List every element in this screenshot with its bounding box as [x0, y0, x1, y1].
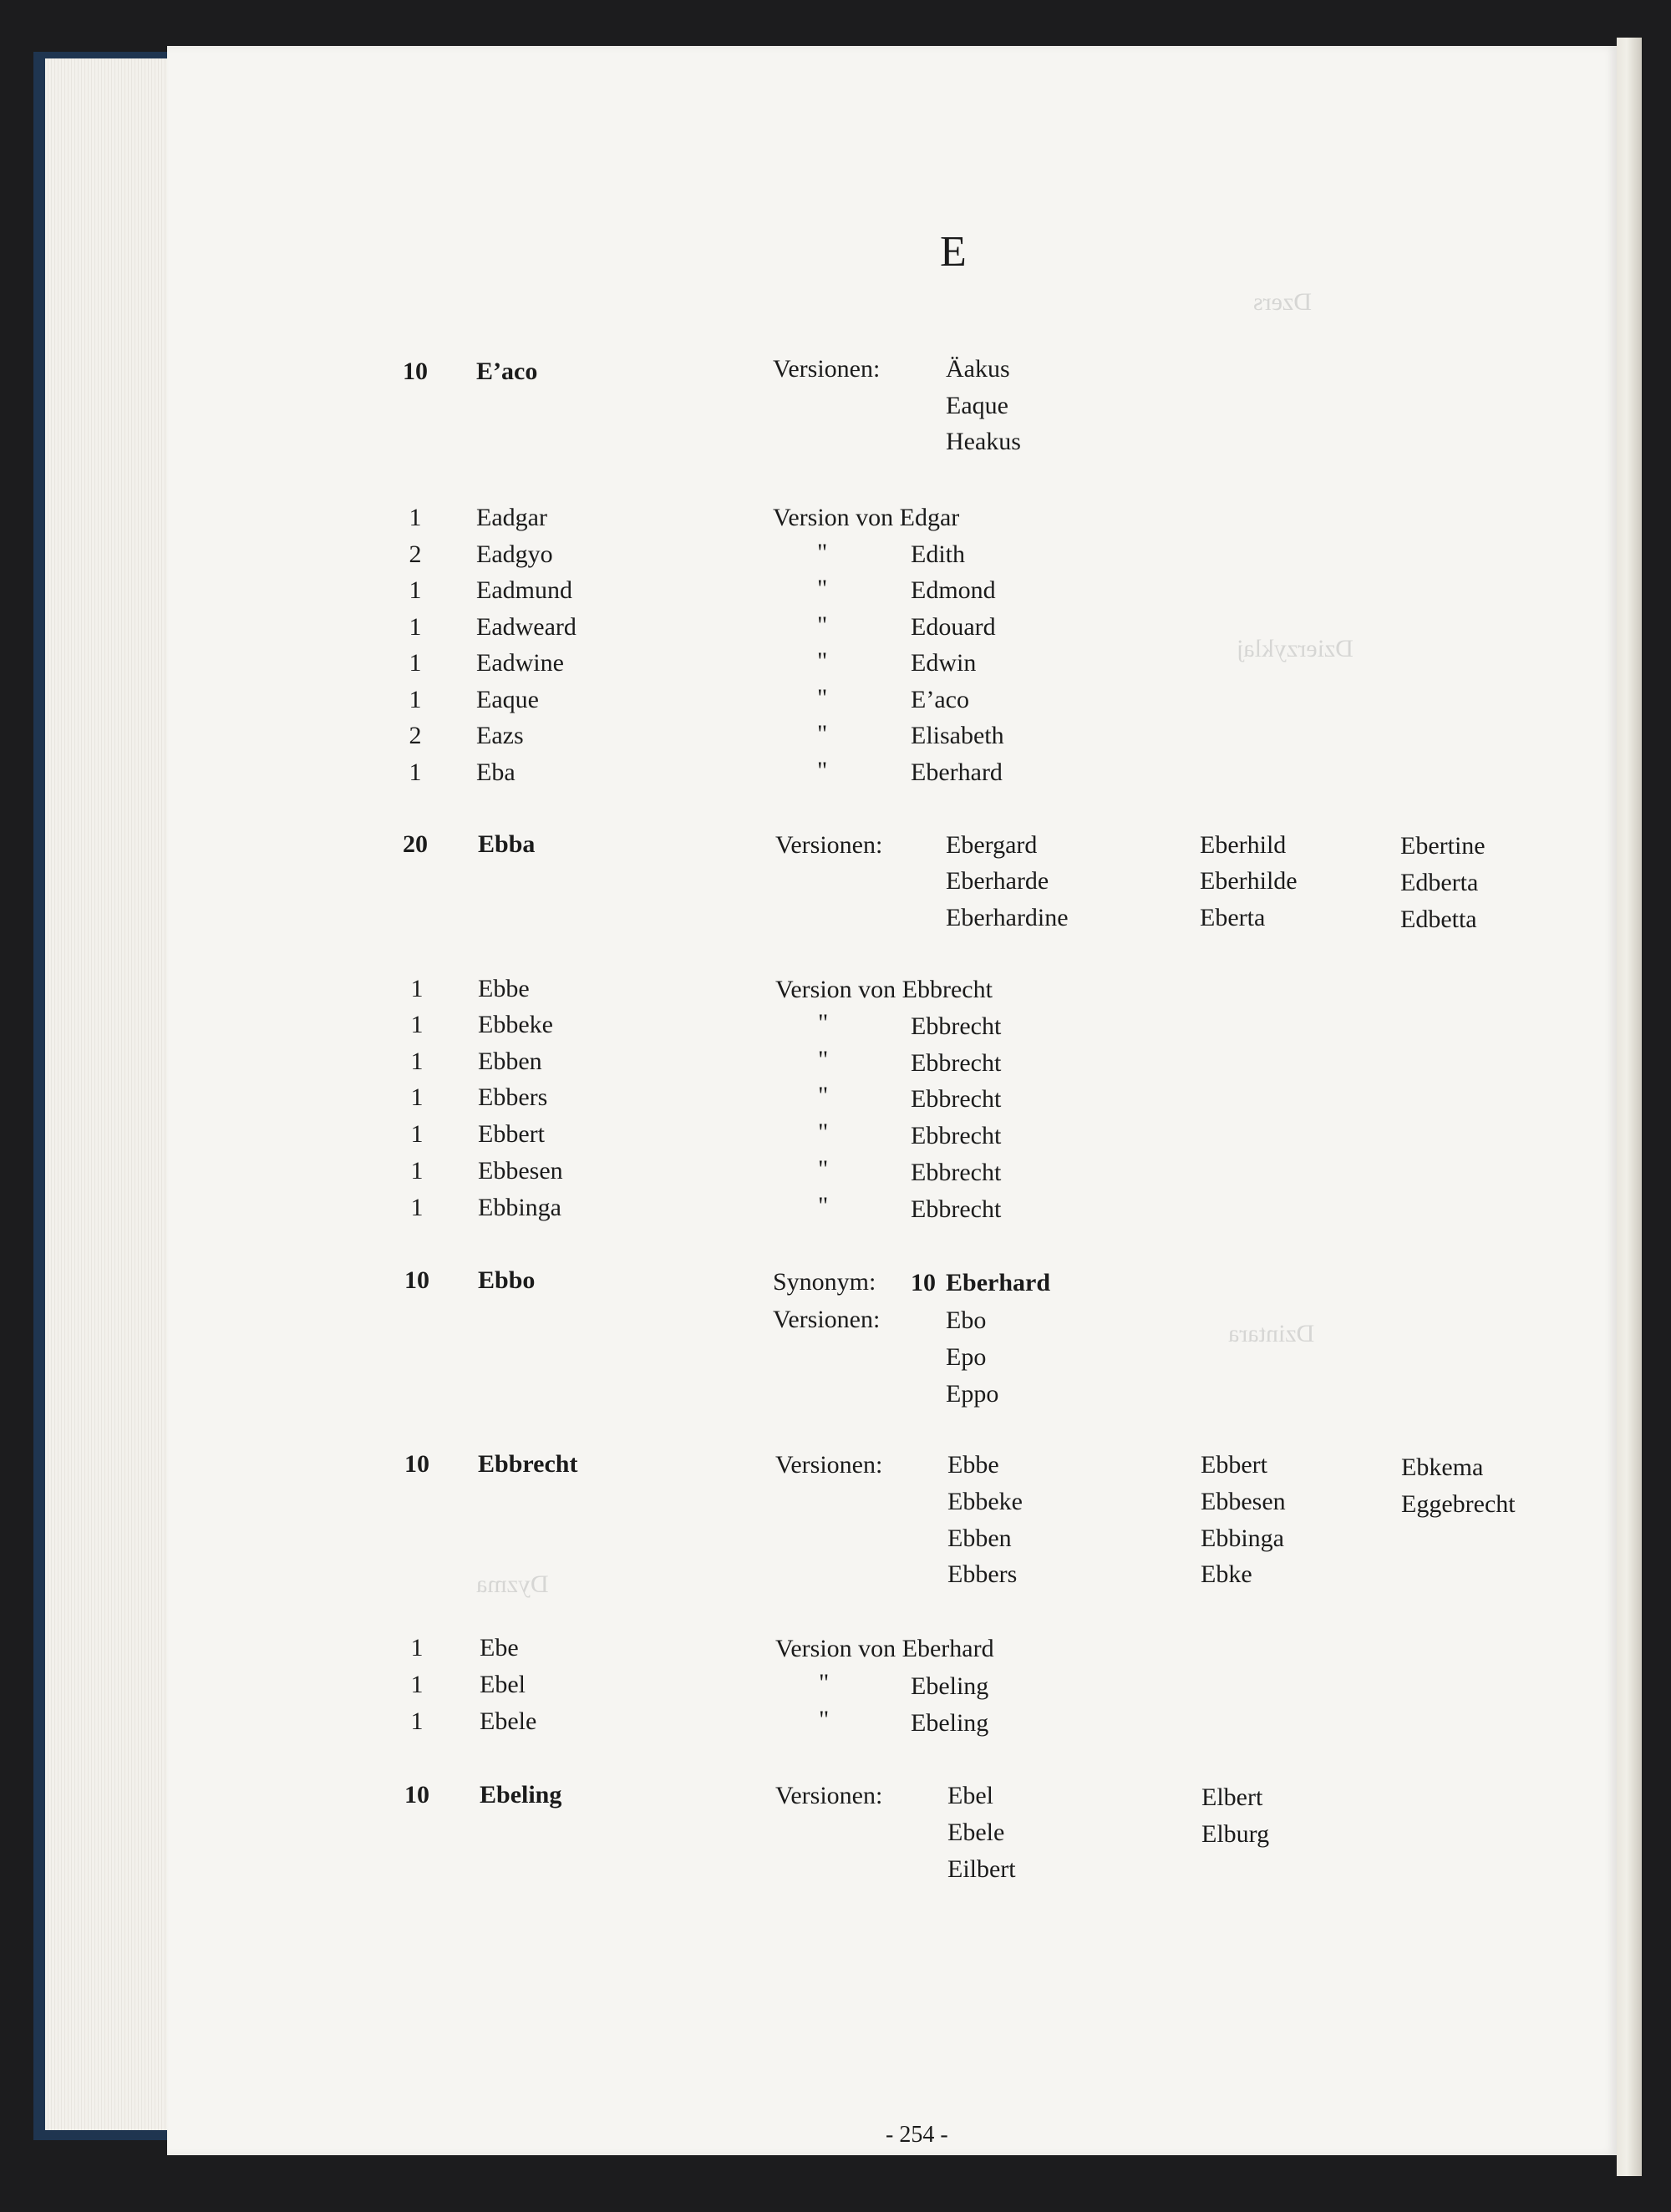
- versions-label: Versionen:: [775, 1782, 883, 1809]
- entry-name: Ebel: [480, 1671, 526, 1698]
- version-reference: Ebbrecht: [911, 1012, 1002, 1040]
- version-reference: E’aco: [911, 686, 969, 713]
- entry-count: 1: [410, 1634, 424, 1662]
- ditto-mark: ": [818, 1009, 829, 1037]
- version-reference: Ebbrecht: [911, 1195, 1002, 1223]
- version-name: Eberhilde: [1200, 867, 1298, 895]
- version-name: Ebbinga: [1201, 1525, 1284, 1552]
- page-number: - 254 -: [886, 2122, 948, 2148]
- version-reference: Version von Ebbrecht: [775, 976, 993, 1003]
- version-reference: Eberhard: [911, 758, 1003, 786]
- version-name: Eppo: [946, 1380, 999, 1408]
- entry-count: 1: [410, 1083, 424, 1111]
- show-through-text: Dzintara: [1228, 1320, 1315, 1347]
- versions-label: Versionen:: [773, 355, 881, 383]
- version-name: Ebbe: [947, 1451, 999, 1479]
- entry-name: Eadwine: [476, 649, 564, 677]
- entry-count: 1: [410, 975, 424, 1002]
- section-letter: E: [940, 228, 967, 276]
- ditto-mark: ": [817, 647, 828, 675]
- version-reference: Ebbrecht: [911, 1049, 1002, 1077]
- entry-name: Eadgyo: [476, 540, 553, 568]
- entry-name: Ebe: [480, 1634, 519, 1662]
- entry-name: Eaque: [476, 686, 539, 713]
- entry-count: 1: [410, 1707, 424, 1735]
- entry-name: Ebbo: [478, 1266, 536, 1294]
- entry-name: Ebele: [480, 1707, 537, 1735]
- version-name: Ebel: [947, 1782, 993, 1809]
- version-reference: Ebeling: [911, 1709, 989, 1737]
- entry-count: 1: [410, 1157, 424, 1185]
- synonym-count: 10: [911, 1269, 936, 1296]
- entry-name: Eazs: [476, 722, 524, 749]
- ditto-mark: ": [818, 1082, 829, 1109]
- ditto-mark: ": [817, 611, 828, 639]
- entry-name: Eba: [476, 758, 516, 786]
- version-name: Ebo: [946, 1306, 987, 1334]
- ditto-mark: ": [817, 757, 828, 784]
- book-gutter: [1617, 38, 1642, 2176]
- version-reference: Ebbrecht: [911, 1085, 1002, 1113]
- entry-name: Ebbe: [478, 975, 530, 1002]
- entry-count: 1: [410, 1194, 424, 1221]
- version-name: Ebbeke: [947, 1488, 1023, 1515]
- entry-count: 2: [409, 722, 422, 749]
- version-name: Eaque: [946, 392, 1008, 419]
- entry-name: Ebeling: [480, 1781, 562, 1809]
- entry-count: 10: [404, 1781, 429, 1809]
- version-name: Ebertine: [1400, 832, 1486, 860]
- page-edges: [45, 58, 179, 2130]
- versions-label: Versionen:: [773, 1306, 881, 1333]
- version-name: Eberhardine: [946, 904, 1069, 931]
- version-reference: Ebbrecht: [911, 1159, 1002, 1186]
- version-name: Eggebrecht: [1401, 1490, 1516, 1518]
- entry-name: Ebben: [478, 1048, 542, 1075]
- entry-count: 1: [410, 1671, 424, 1698]
- entry-count: 10: [404, 1450, 429, 1478]
- show-through-text: Dyzma: [476, 1570, 549, 1598]
- version-reference: Ebeling: [911, 1672, 989, 1700]
- version-name: Eberhild: [1200, 831, 1287, 859]
- entry-name: Ebbrecht: [478, 1450, 578, 1478]
- ditto-mark: ": [817, 539, 828, 566]
- version-name: Äakus: [946, 355, 1010, 383]
- version-name: Elbert: [1201, 1783, 1263, 1811]
- version-name: Epo: [946, 1343, 987, 1371]
- ditto-mark: ": [818, 1155, 829, 1183]
- version-reference: Edwin: [911, 649, 977, 677]
- ditto-mark: ": [819, 1669, 830, 1697]
- version-name: Elburg: [1201, 1820, 1270, 1848]
- entry-name: Eadmund: [476, 576, 572, 604]
- version-reference: Version von Eberhard: [775, 1635, 994, 1662]
- version-name: Heakus: [946, 428, 1021, 455]
- entry-name: Ebbeke: [478, 1011, 553, 1038]
- version-name: Eilbert: [947, 1855, 1016, 1883]
- versions-label: Versionen:: [775, 1451, 883, 1479]
- entry-name: Eadweard: [476, 613, 576, 641]
- version-reference: Ebbrecht: [911, 1122, 1002, 1149]
- entry-count: 2: [409, 540, 422, 568]
- entry-count: 10: [404, 1266, 429, 1294]
- entry-count: 1: [409, 613, 422, 641]
- entry-count: 10: [403, 358, 428, 385]
- entry-name: Ebbinga: [478, 1194, 561, 1221]
- version-name: Eberharde: [946, 867, 1049, 895]
- synonym-label: Synonym:: [773, 1268, 876, 1296]
- ditto-mark: ": [819, 1706, 830, 1733]
- versions-label: Versionen:: [775, 831, 883, 859]
- entry-name: Ebbesen: [478, 1157, 563, 1185]
- version-reference: Elisabeth: [911, 722, 1004, 749]
- entry-count: 1: [409, 504, 422, 531]
- show-through-text: Dzers: [1253, 288, 1312, 316]
- show-through-text: Dzierzyklaj: [1237, 635, 1354, 662]
- version-name: Ebke: [1201, 1560, 1252, 1588]
- entry-count: 1: [410, 1011, 424, 1038]
- entry-count: 1: [409, 576, 422, 604]
- entry-name: E’aco: [476, 358, 538, 385]
- version-reference: Edouard: [911, 613, 996, 641]
- entry-count: 20: [403, 830, 428, 858]
- ditto-mark: ": [817, 720, 828, 748]
- ditto-mark: ": [818, 1046, 829, 1073]
- version-name: Edbetta: [1400, 906, 1477, 933]
- entry-count: 1: [410, 1120, 424, 1148]
- entry-name: Ebbert: [478, 1120, 545, 1148]
- version-name: Ebergard: [946, 831, 1038, 859]
- ditto-mark: ": [818, 1119, 829, 1146]
- entry-name: Eadgar: [476, 504, 547, 531]
- version-name: Ebben: [947, 1525, 1012, 1552]
- entry-count: 1: [410, 1048, 424, 1075]
- version-name: Ebbers: [947, 1560, 1018, 1588]
- entry-count: 1: [409, 649, 422, 677]
- entry-count: 1: [409, 758, 422, 786]
- version-reference: Version von Edgar: [773, 504, 960, 531]
- entry-count: 1: [409, 686, 422, 713]
- ditto-mark: ": [818, 1192, 829, 1220]
- entry-name: Ebba: [478, 830, 536, 858]
- version-reference: Edith: [911, 540, 965, 568]
- ditto-mark: ": [817, 575, 828, 602]
- ditto-mark: ": [817, 684, 828, 712]
- version-reference: Edmond: [911, 576, 996, 604]
- version-name: Ebkema: [1401, 1454, 1484, 1481]
- version-name: Ebbert: [1201, 1451, 1267, 1479]
- entry-name: Ebbers: [478, 1083, 548, 1111]
- book-page: [167, 46, 1617, 2155]
- synonym-name: Eberhard: [946, 1269, 1051, 1296]
- version-name: Ebbesen: [1201, 1488, 1286, 1515]
- version-name: Eberta: [1200, 904, 1266, 931]
- version-name: Ebele: [947, 1819, 1005, 1846]
- version-name: Edberta: [1400, 869, 1479, 896]
